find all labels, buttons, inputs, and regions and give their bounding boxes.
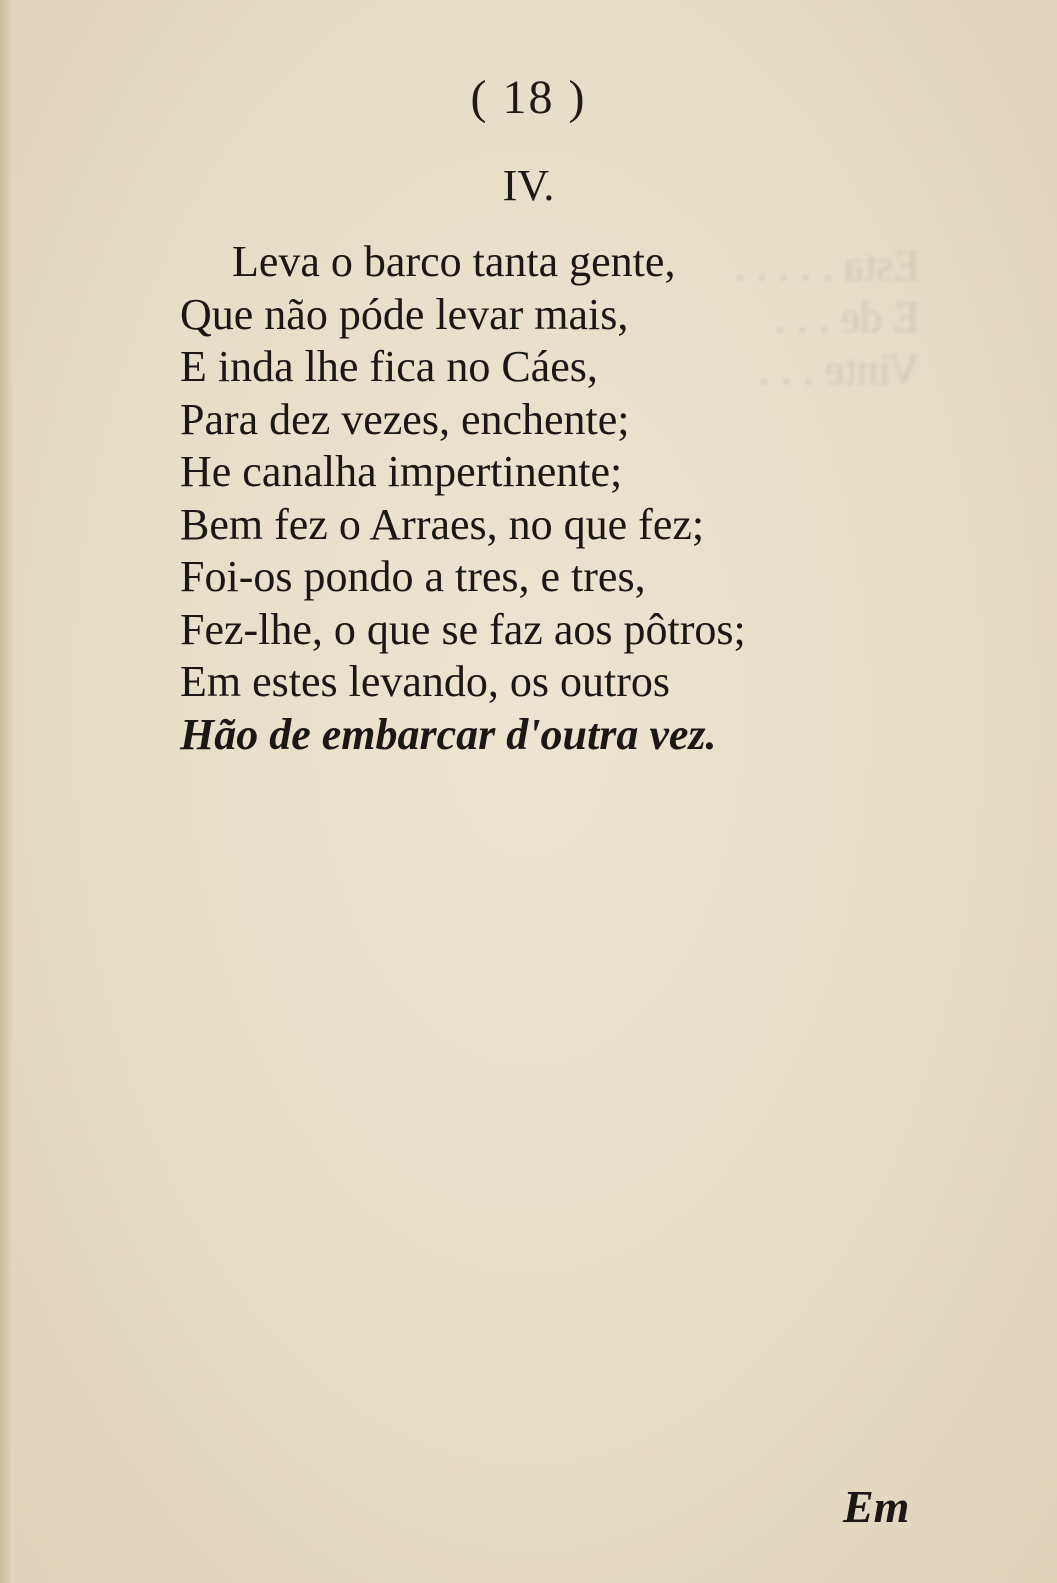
poem-line: Para dez vezes, enchente; bbox=[180, 394, 630, 444]
page-number: ( 18 ) bbox=[470, 71, 587, 124]
poem-line: Leva o barco tanta gente, bbox=[232, 237, 676, 286]
poem-stanza bbox=[180, 236, 960, 761]
poem-line: Foi-os pondo a tres, e tres, bbox=[180, 552, 646, 601]
poem-line: Que não póde levar mais, bbox=[180, 289, 629, 339]
section-numeral: IV. bbox=[502, 161, 555, 210]
catchword: Em bbox=[843, 1481, 910, 1532]
poem-line: E inda lhe fica no Cáes, bbox=[180, 342, 598, 391]
poem-line: Fez-lhe, o que se faz aos pôtros; bbox=[180, 604, 746, 654]
poem-line: Em estes levando, os outros bbox=[180, 657, 671, 706]
show-through-text: Esta . . . . . E de . . . Vinte . . . bbox=[734, 241, 920, 394]
poem-line: Hão de embarcar d'outra vez. bbox=[180, 709, 717, 759]
poem-line: Bem fez o Arraes, no que fez; bbox=[180, 499, 705, 549]
page-spine-edge bbox=[0, 0, 14, 1583]
poem-line: He canalha impertinente; bbox=[180, 447, 623, 496]
